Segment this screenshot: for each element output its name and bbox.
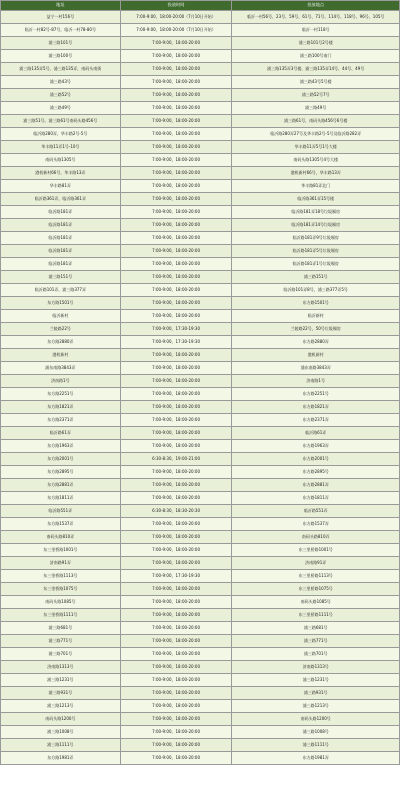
cell-time: 7:00-9:00，18:00-20:00 — [120, 466, 232, 479]
header-area: 地址 — [1, 1, 121, 11]
table-row — [1, 557, 400, 570]
cell-time: 7:00-9:00，18:00-20:00 — [120, 739, 232, 752]
cell-time: 7:00-9:00，17:30-19:30 — [120, 570, 232, 583]
cell-time: 6:30-8:30，19:00-21:00 — [120, 453, 232, 466]
cell-place: 南码头路1085号 — [232, 596, 400, 609]
cell-place: 临沂路551弄 — [232, 505, 400, 518]
cell-place: 临沂一村118号 — [232, 24, 400, 37]
cell-place: 东三里桥路1001号 — [232, 544, 400, 557]
cell-time: 7:00-9:00，18:00-20:00 — [120, 102, 232, 115]
cell-area: 港机新村 — [1, 349, 121, 362]
table-row — [1, 89, 400, 102]
cell-place: 济南路1号 — [232, 375, 400, 388]
cell-place: 东方路2001号 — [232, 453, 400, 466]
cell-area: 东方路2895号 — [1, 466, 121, 479]
cell-area: 东方路1963弄 — [1, 440, 121, 453]
cell-area: 南码头路1305号 — [1, 154, 121, 167]
cell-area: 华丰路11弄1号-10号 — [1, 141, 121, 154]
cell-time: 7:00-9:00，18:00-20:00 — [120, 622, 232, 635]
cell-time: 7:00-9:00，18:00-20:00 — [120, 518, 232, 531]
cell-time: 7:00-9:00，18:00-20:00 — [120, 37, 232, 50]
table-row — [1, 128, 400, 141]
cell-area: 南码头路1200号 — [1, 713, 121, 726]
table-row — [1, 401, 400, 414]
cell-place: 浦三路100号南门 — [232, 50, 400, 63]
cell-place: 浦三路43号5号楼 — [232, 76, 400, 89]
table-row — [1, 76, 400, 89]
table-row — [1, 284, 400, 297]
cell-area: 益宁一村156号 — [1, 11, 121, 24]
table-row — [1, 232, 400, 245]
cell-place: 临沂路181弄1号垃圾厢房 — [232, 258, 400, 271]
cell-area: 东方路1981弄 — [1, 752, 121, 765]
table-row — [1, 271, 400, 284]
table-row — [1, 505, 400, 518]
cell-area: 浦三路52号 — [1, 89, 121, 102]
cell-place: 浦三路52号7号 — [232, 89, 400, 102]
table-row — [1, 37, 400, 50]
table-row — [1, 167, 400, 180]
cell-area: 临沂路181弄 — [1, 258, 121, 271]
cell-time: 7:00-9:00，18:00-20:00 — [120, 154, 232, 167]
header-place: 投放地点 — [232, 1, 400, 11]
cell-place: 浦东南路3843弄 — [232, 362, 400, 375]
table-row — [1, 141, 400, 154]
cell-time: 7:00-9:00，18:00-20:00 — [120, 180, 232, 193]
cell-time: 7:00-9:00，18:00-20:00 — [120, 128, 232, 141]
cell-time: 7:00-9:00，18:00-20:00 — [120, 635, 232, 648]
table-row — [1, 596, 400, 609]
cell-place: 浦三路135弄3号楼，浦三路135弄14号、44号、49号 — [232, 63, 400, 76]
cell-area: 东三里桥路1113号 — [1, 570, 121, 583]
cell-time: 7:00-9:00，17:30-19:30 — [120, 336, 232, 349]
cell-area: 浦三路1008号 — [1, 726, 121, 739]
cell-time: 7:00-9:00，18:00-20:00 — [120, 258, 232, 271]
cell-area: 东方路1501号 — [1, 297, 121, 310]
table-row — [1, 700, 400, 713]
table-row — [1, 492, 400, 505]
cell-time: 7:00-9:00，18:00-20:00 — [120, 362, 232, 375]
cell-time: 7:00-9:00，18:00-20:00 — [120, 193, 232, 206]
table-header-row — [1, 1, 400, 11]
table-row — [1, 388, 400, 401]
cell-place: 浦三路101号2号楼 — [232, 37, 400, 50]
cell-place: 浦三路1008号 — [232, 726, 400, 739]
cell-area: 临沂路551弄 — [1, 505, 121, 518]
cell-place: 华丰路81弄北门 — [232, 180, 400, 193]
cell-place: 南码头路810弄 — [232, 531, 400, 544]
cell-time: 7:00-9:00，18:00-20:00 — [120, 687, 232, 700]
cell-place: 港机新村66号，华丰路13弄 — [232, 167, 400, 180]
cell-area: 济南路1号 — [1, 375, 121, 388]
table-row — [1, 180, 400, 193]
table-row — [1, 24, 400, 37]
cell-time: 7:00-9:00，18:00-20:00 — [120, 63, 232, 76]
table-row — [1, 427, 400, 440]
cell-time: 7:00-9:00，18:00-20:00 — [120, 297, 232, 310]
cell-area: 东方路2001号 — [1, 453, 121, 466]
cell-time: 7:00-9:00，18:00-20:00 — [120, 219, 232, 232]
table-row — [1, 466, 400, 479]
cell-area: 浦三路101号 — [1, 37, 121, 50]
table-row — [1, 245, 400, 258]
cell-place: 东方路2895号 — [232, 466, 400, 479]
cell-place: 南码头路1305号4号大楼 — [232, 154, 400, 167]
cell-place: 东方路2880弄 — [232, 336, 400, 349]
cell-place: 东方路2881弄 — [232, 479, 400, 492]
cell-time: 7:00-9:00，18:00-20:00 — [120, 492, 232, 505]
cell-place: 临沂路361弄15号楼 — [232, 193, 400, 206]
table-row — [1, 752, 400, 765]
cell-area: 浦三路771号 — [1, 635, 121, 648]
cell-time: 7:00-9:00，18:00-20:00 — [120, 440, 232, 453]
cell-place: 浦三路1213号 — [232, 700, 400, 713]
cell-time: 7:00-9:00，18:00-20:00 — [120, 700, 232, 713]
cell-area: 浦三路1231号 — [1, 674, 121, 687]
cell-area: 东三里桥路1111号 — [1, 609, 121, 622]
cell-time: 7:00-9:00，18:00-20:00 — [120, 89, 232, 102]
cell-place: 浦三路681号 — [232, 622, 400, 635]
cell-place: 浦三路61号，南码头路456号6号楼 — [232, 115, 400, 128]
cell-area: 浦三路100号 — [1, 50, 121, 63]
cell-area: 浦三路701号 — [1, 648, 121, 661]
cell-area: 临沂路101弄，浦三路377弄 — [1, 284, 121, 297]
table-row — [1, 453, 400, 466]
cell-place: 临沂路101弄8号，浦三路377弄5号 — [232, 284, 400, 297]
cell-place: 东三里桥路1111号 — [232, 609, 400, 622]
cell-time: 7:00-9:00，18:00-20:00 — [120, 427, 232, 440]
table-row — [1, 583, 400, 596]
cell-area: 浦三路1111号 — [1, 739, 121, 752]
table-row — [1, 206, 400, 219]
table-row — [1, 687, 400, 700]
cell-area: 临沂路181弄 — [1, 219, 121, 232]
cell-time: 7:00-9:00，18:00-20:00 — [120, 50, 232, 63]
table-body — [1, 11, 400, 765]
table-row — [1, 349, 400, 362]
table-row — [1, 570, 400, 583]
cell-area: 东方路1537弄 — [1, 518, 121, 531]
cell-time: 7:00-9:00，18:00-20:00 — [120, 388, 232, 401]
cell-area: 临沂路280弄，华丰路2号-5号 — [1, 128, 121, 141]
cell-place: 浦三路771号 — [232, 635, 400, 648]
cell-time: 7:00-9:00，18:00-20:00 — [120, 596, 232, 609]
cell-area: 临沂路61弄 — [1, 427, 121, 440]
table-row — [1, 219, 400, 232]
cell-place: 临沂路181弄18号垃圾厢房 — [232, 206, 400, 219]
cell-place: 浦三路49号 — [232, 102, 400, 115]
table-row — [1, 323, 400, 336]
cell-place: 临沂路280弄27号及华丰路2号-5号及临沂路282弄 — [232, 128, 400, 141]
cell-place: 浦三路931号 — [232, 687, 400, 700]
cell-time: 7:00-9:00，18:00-20:00 — [120, 232, 232, 245]
cell-time: 7:00-9:00，17:30-19:30 — [120, 323, 232, 336]
cell-area: 浦三路51号、浦三路61号南码头路456号 — [1, 115, 121, 128]
cell-time: 7:00-9:00，18:00-20:00 — [120, 167, 232, 180]
cell-time: 7:00-9:00，18:00-20:00 — [120, 674, 232, 687]
table-row — [1, 622, 400, 635]
cell-time: 7:00-9:00，18:00-20:00 — [120, 414, 232, 427]
cell-place: 东方路1963弄 — [232, 440, 400, 453]
table-row — [1, 102, 400, 115]
table-row — [1, 440, 400, 453]
cell-area: 济南路1313号 — [1, 661, 121, 674]
cell-time: 7:00-9:00，18:00-20:00 — [120, 583, 232, 596]
cell-time: 7:00-9:00，18:00-20:00 — [120, 648, 232, 661]
cell-area: 临沂新村 — [1, 310, 121, 323]
cell-time: 7:00-9:00，18:00-20:00 — [120, 245, 232, 258]
cell-time: 7:00-9:00，18:00-20:00 — [120, 375, 232, 388]
cell-time: 7:00-9:00，18:00-20:00 — [120, 115, 232, 128]
cell-area: 南码头路810弄 — [1, 531, 121, 544]
cell-place: 临沂新村 — [232, 310, 400, 323]
cell-area: 东三里桥路1075号 — [1, 583, 121, 596]
table-row — [1, 50, 400, 63]
cell-place: 兰陵路22号，50号垃圾厢房 — [232, 323, 400, 336]
cell-area: 临沂路361弄，临沂路361弄 — [1, 193, 121, 206]
cell-area: 东方路2251号 — [1, 388, 121, 401]
cell-place: 临沂路181弄5号垃圾厢房 — [232, 245, 400, 258]
cell-time: 7:00-9:00，18:00-20:00 — [120, 544, 232, 557]
table-row — [1, 609, 400, 622]
table-row — [1, 297, 400, 310]
table-row — [1, 726, 400, 739]
cell-place: 临沂路61弄 — [232, 427, 400, 440]
cell-place: 东三里桥路1113号 — [232, 570, 400, 583]
cell-area: 港机新村66号，华丰路13弄 — [1, 167, 121, 180]
cell-place: 港机新村 — [232, 349, 400, 362]
cell-area: 浦东南路3843弄 — [1, 362, 121, 375]
cell-area: 济南路91弄 — [1, 557, 121, 570]
cell-time: 7:00-9:00，18:00-20:00 — [120, 531, 232, 544]
cell-place: 临沂路181弄9号垃圾厢房 — [232, 232, 400, 245]
cell-place: 浦三路701号 — [232, 648, 400, 661]
table-row — [1, 414, 400, 427]
cell-area: 浦三路1213号 — [1, 700, 121, 713]
cell-time: 7:00-9:00，18:00-20:00 — [120, 661, 232, 674]
cell-place: 济南路1313号 — [232, 661, 400, 674]
cell-time: 6:30-8:30，18:30-20:30 — [120, 505, 232, 518]
cell-time: 7:00-9:00，18:00-20:00 — [120, 479, 232, 492]
cell-area: 华丰路81弄 — [1, 180, 121, 193]
cell-area: 浦三路43号 — [1, 76, 121, 89]
cell-area: 东方路2880弄 — [1, 336, 121, 349]
cell-area: 东方路1811弄 — [1, 492, 121, 505]
table-row — [1, 648, 400, 661]
table-row — [1, 362, 400, 375]
table-row — [1, 531, 400, 544]
cell-area: 东方路1821弄 — [1, 401, 121, 414]
cell-place: 济南路91弄 — [232, 557, 400, 570]
cell-time: 7:00-9:00，18:00-20:00 — [120, 726, 232, 739]
table-row — [1, 63, 400, 76]
cell-place: 浦三路151号 — [232, 271, 400, 284]
cell-time: 7:00-9:00，18:00-20:00 — [120, 349, 232, 362]
cell-time: 7:00-9:00，18:00-20:00 — [120, 271, 232, 284]
cell-area: 浦三路931号 — [1, 687, 121, 700]
table-row — [1, 544, 400, 557]
table-row — [1, 713, 400, 726]
cell-area: 东三里桥路1001号 — [1, 544, 121, 557]
cell-time: 7:00-9:00，18:00-20:00 — [120, 752, 232, 765]
cell-area: 东方路2881弄 — [1, 479, 121, 492]
cell-time: 7:00-9:00，18:00-20:00 — [120, 141, 232, 154]
cell-place: 东方路1981弄 — [232, 752, 400, 765]
cell-place: 华丰路11弄5号1号大楼 — [232, 141, 400, 154]
cell-area: 浦三路135弄5号，浦三路135弄，南码头南街 — [1, 63, 121, 76]
cell-area: 东方路2371弄 — [1, 414, 121, 427]
cell-time: 7:00-9:00，18:00-20:00（7月10日开始） — [120, 24, 232, 37]
cell-area: 浦三路151号 — [1, 271, 121, 284]
cell-place: 南码头路1200号 — [232, 713, 400, 726]
cell-area: 兰陵路22号 — [1, 323, 121, 336]
cell-place: 东方路2371弄 — [232, 414, 400, 427]
cell-place: 东三里桥路1075号 — [232, 583, 400, 596]
cell-area: 临沂一村82号-87号，临沂一村78-80号 — [1, 24, 121, 37]
table-row — [1, 635, 400, 648]
cell-time: 7:00-9:00，18:00-20:00 — [120, 557, 232, 570]
cell-time: 7:00-9:00，18:00-20:00（7月10日开始） — [120, 11, 232, 24]
table-row — [1, 674, 400, 687]
cell-place: 东方路1501号 — [232, 297, 400, 310]
cell-place: 东方路1811弄 — [232, 492, 400, 505]
header-time: 投放时间 — [120, 1, 232, 11]
cell-place: 临沂一村56号、23号、59号、61号、71号、114号、118号、96号、105号 — [232, 11, 400, 24]
cell-place: 浦三路1111号 — [232, 739, 400, 752]
table-row — [1, 193, 400, 206]
cell-time: 7:00-9:00，18:00-20:00 — [120, 401, 232, 414]
cell-time: 7:00-9:00，18:00-20:00 — [120, 76, 232, 89]
cell-time: 7:00-9:00，18:00-20:00 — [120, 206, 232, 219]
table-row — [1, 154, 400, 167]
cell-time: 7:00-9:00，18:00-20:00 — [120, 609, 232, 622]
table-row — [1, 739, 400, 752]
cell-place: 东方路1821弄 — [232, 401, 400, 414]
table-row — [1, 479, 400, 492]
cell-area: 浦三路49号 — [1, 102, 121, 115]
cell-area: 南码头路1085号 — [1, 596, 121, 609]
table-row — [1, 375, 400, 388]
table-row — [1, 518, 400, 531]
cell-area: 临沂路181弄 — [1, 245, 121, 258]
table-row — [1, 661, 400, 674]
table-row — [1, 310, 400, 323]
cell-area: 浦三路681号 — [1, 622, 121, 635]
cell-place: 东方路1537弄 — [232, 518, 400, 531]
cell-area: 临沂路181弄 — [1, 232, 121, 245]
cell-time: 7:00-9:00，18:00-20:00 — [120, 310, 232, 323]
cell-area: 临沂路181弄 — [1, 206, 121, 219]
table-row — [1, 258, 400, 271]
table-row — [1, 115, 400, 128]
cell-place: 东方路2251号 — [232, 388, 400, 401]
cell-time: 7:00-9:00，18:00-20:00 — [120, 284, 232, 297]
cell-time: 7:00-9:00，18:00-20:00 — [120, 713, 232, 726]
cell-place: 浦三路1231号 — [232, 674, 400, 687]
table-row — [1, 336, 400, 349]
cell-place: 临沂路181弄14号垃圾厢房 — [232, 219, 400, 232]
table-row — [1, 11, 400, 24]
